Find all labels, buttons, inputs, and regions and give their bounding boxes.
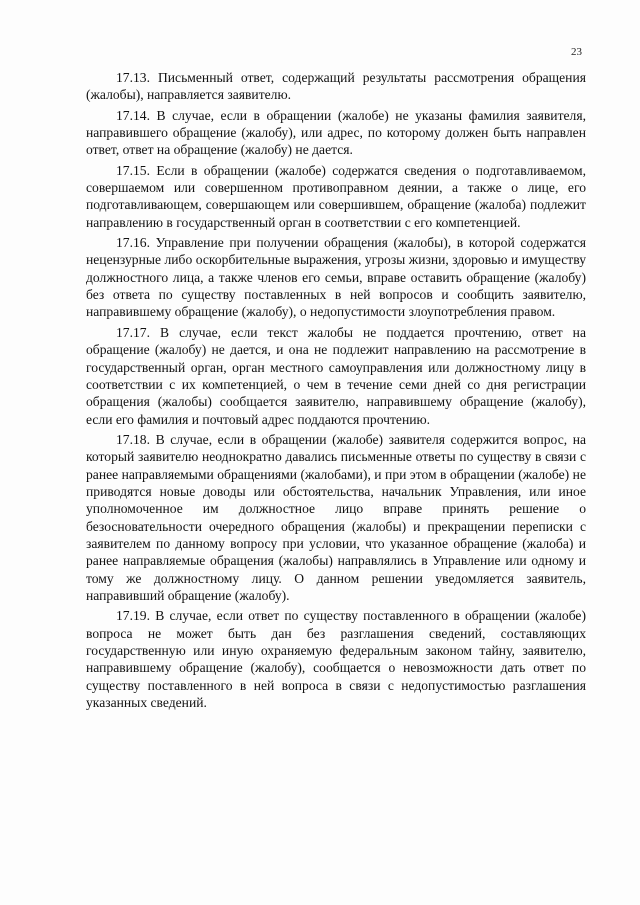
paragraph-text: В случае, если ответ по существу поставленного в обращении (жалобе) вопроса не может быть дан без разглашения сведений, составляющих государственную или иную охраняемую федеральным законом тайну, заявителю, направившему обращение (жалобу), сообщается о невозможности дать ответ по существу поставленного в ней вопроса в связи с недопустимостью разглашения указанных сведений. (86, 608, 586, 711)
paragraph-number: 17.13. (116, 70, 150, 85)
paragraph-text: Управление при получении обращения (жалобы), в которой содержатся нецензурные либо оскорбительные выражения, угрозы жизни, здоровью и имуществу должностного лица, а также членов его семьи, вправе оставить обращение (жалобу) без ответа по существу поставленных в ней вопросов и сообщить заявителю, направившему обращение (жалобу), о недопустимости злоупотребления правом. (86, 235, 586, 320)
paragraph-text: Если в обращении (жалобе) содержатся сведения о подготавливаемом, совершаемом или совершенном противоправном деянии, а также о лице, его подготавливающем, совершающем или совершившем, обращение (жалоба) подлежит направлению в государственный орган в соответствии с его компетенцией. (86, 162, 586, 230)
paragraph-text: Письменный ответ, содержащий результаты рассмотрения обращения (жалобы), направляется заявителю. (86, 70, 586, 103)
paragraph-17-16 (86, 234, 586, 321)
paragraph-text: В случае, если в обращении (жалобе) не указаны фамилия заявителя, направившего обращение (жалобу), или адрес, по которому должен быть направлен ответ, ответ на обращение (жалобу) не дается. (86, 107, 586, 158)
paragraph-number: 17.14. (116, 107, 150, 123)
page-number: 23 (571, 46, 582, 58)
paragraph-number: 17.15. (116, 162, 150, 178)
paragraph-number: 17.19. (116, 608, 150, 624)
document-body (86, 69, 586, 714)
paragraph-17-14 (86, 107, 586, 159)
paragraph-17-15 (86, 162, 586, 231)
paragraph-text: В случае, если в обращении (жалобе) заявителя содержится вопрос, на который заявителю неоднократно давались письменные ответы по существу в связи с ранее направляемыми обращениями (жалобами), и при этом в обращении (жалобе) не приводятся новые доводы или обстоятельства, начальник Управления, или иное уполномоченное им должностное лицо вправе принять решение о безосновательности очередного обращения (жалобы) и прекращении переписки с заявителем по данному вопросу при условии, что указанное обращение (жалоба) и ранее направляемые обращения (жалобы) направлялись в Управление или одному и тому же должностному лицу. О данном решении уведомляется заявитель, направивший обращение (жалобу). (86, 431, 586, 603)
paragraph-17-19 (86, 607, 586, 711)
paragraph-17-13 (86, 69, 586, 104)
paragraph-number: 17.17. (116, 324, 150, 340)
paragraph-number: 17.18. (116, 431, 150, 447)
paragraph-17-18 (86, 431, 586, 604)
paragraph-17-17 (86, 324, 586, 428)
paragraph-number: 17.16. (116, 235, 150, 251)
paragraph-text: В случае, если текст жалобы не поддается прочтению, ответ на обращение (жалобу) не дается, и она не подлежит направлению на рассмотрение в государственный орган, орган местного самоуправления или должностному лицу в соответствии с их компетенцией, о чем в течение семи дней со дня регистрации обращения (жалобы) сообщается заявителю, направившему обращение (жалобу), если его фамилия и почтовый адрес поддаются прочтению. (86, 324, 586, 427)
